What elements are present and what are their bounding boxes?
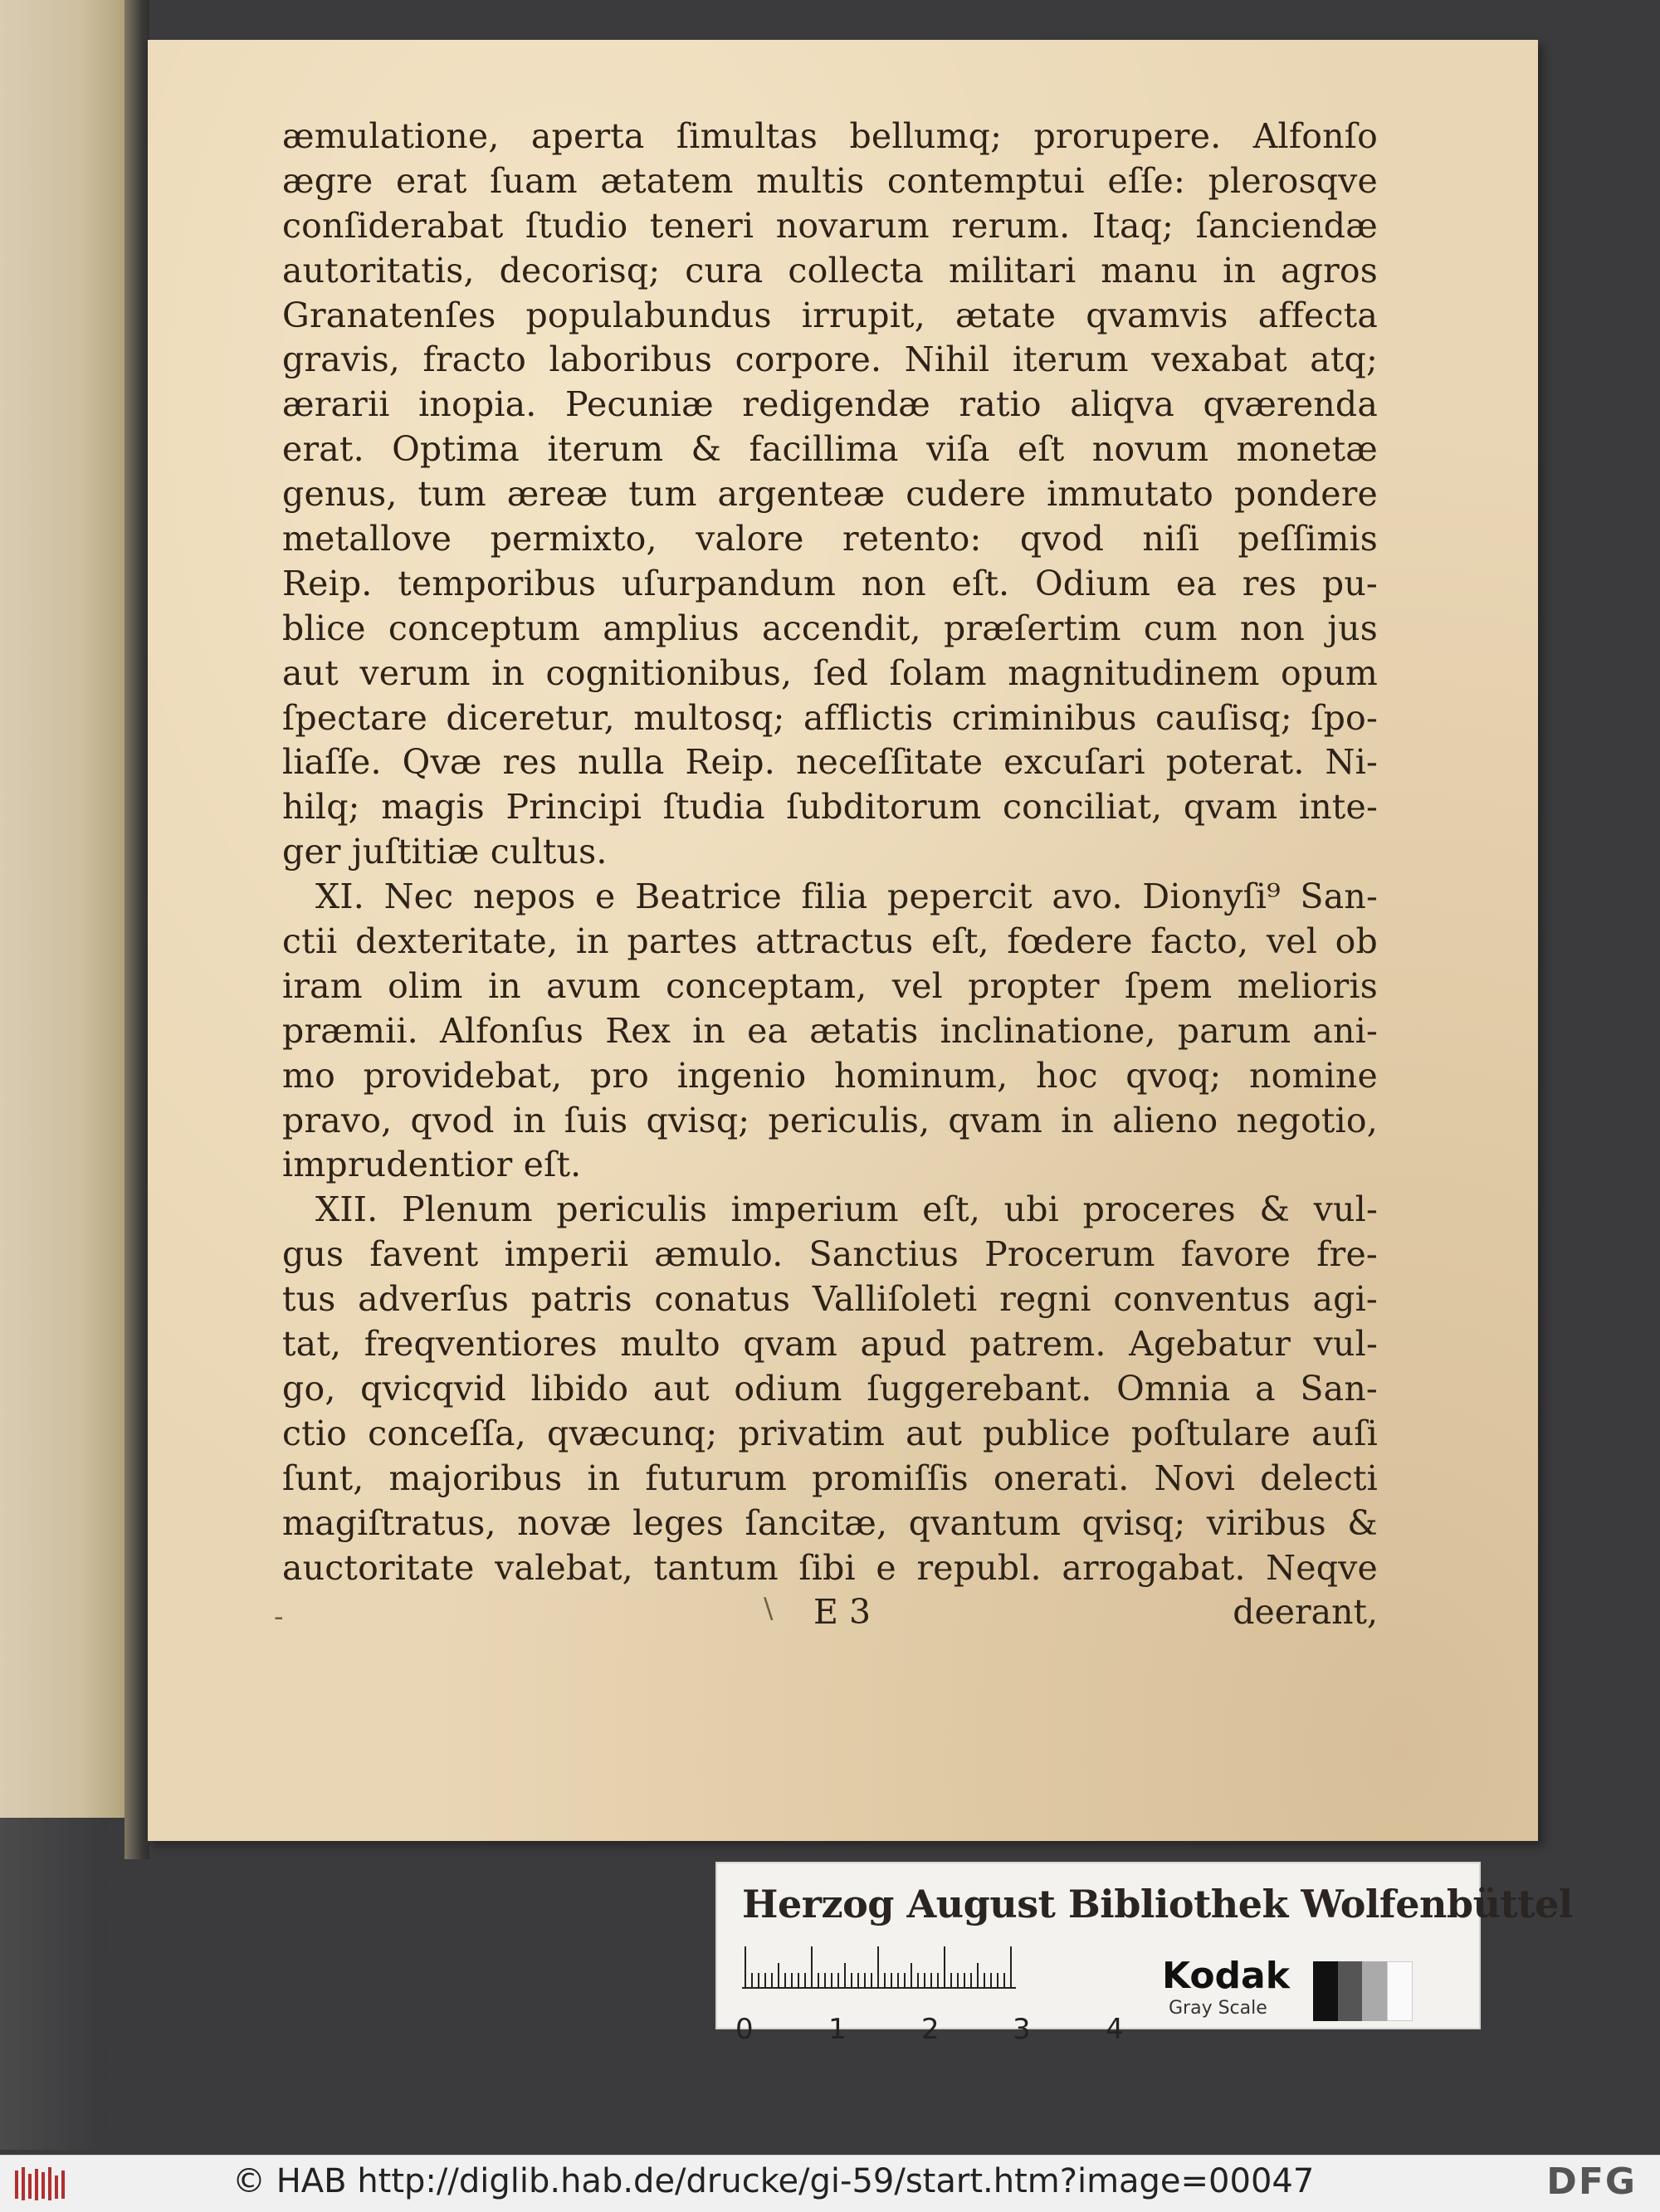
- text-line: autoritatis, decorisq; cura collecta militari manu in agros: [282, 250, 1378, 291]
- ruler-number: 1: [828, 2013, 847, 2046]
- gray-patches: [1313, 1961, 1413, 2021]
- text-line: pravo, qvod in ſuis qvisq; periculis, qvam in alieno negotio,: [282, 1100, 1378, 1140]
- signature-mark: E 3: [813, 1592, 872, 1632]
- page-text: [282, 115, 1378, 1590]
- text-line: ærarii inopia. Pecuniæ redigendæ ratio aliqva qværenda: [282, 384, 1378, 425]
- text-line: iram olim in avum conceptam, vel propter ſpem melioris: [282, 965, 1378, 1006]
- ruler-number: 4: [1106, 2013, 1124, 2046]
- text-line: magiſtratus, novæ leges ſancitæ, qvantum qvisq; viribus &: [282, 1502, 1378, 1543]
- text-line: auctoritate valebat, tantum ſibi e republ. arrogabat. Neqve: [282, 1547, 1378, 1588]
- color-reference-strip: [715, 1862, 1573, 2046]
- footer-bar: [0, 2155, 1660, 2212]
- copyright-url[interactable]: © HAB http://diglib.hab.de/drucke/gi-59/start.htm?image=00047: [232, 2162, 1315, 2200]
- book-gutter: [124, 0, 149, 1859]
- text-line: Granatenſes populabundus irrupit, ætate qvamvis affecta: [282, 295, 1378, 335]
- text-line: Reip. temporibus uſurpandum non eſt. Odium ea res pu-: [282, 563, 1378, 603]
- text-line: ctii dexteritate, in partes attractus eſt, fœdere facto, vel ob: [282, 921, 1378, 962]
- text-line: erat. Optima iterum & facillima viſa eſt novum monetæ: [282, 429, 1378, 470]
- text-line: go, qvicqvid libido aut odium ſuggerebant. Omnia a San-: [282, 1368, 1378, 1409]
- catchword: deerant,: [1233, 1592, 1378, 1632]
- library-name: Herzog August Bibliothek Wolfenbüttel: [742, 1882, 1573, 1926]
- ruler-number: 3: [1013, 2013, 1031, 2046]
- text-line: gus favent imperii æmulo. Sanctius Procerum favore fre-: [282, 1234, 1378, 1275]
- text-line: mo providebat, pro ingenio hominum, hoc qvoq; nomine: [282, 1055, 1378, 1096]
- text-line: aut verum in cognitionibus, ſed ſolam magnitudinem opum: [282, 652, 1378, 693]
- text-line: æmulatione, aperta ſimultas bellumq; prorupere. Alfonſo: [282, 116, 1378, 156]
- text-line: imprudentior eſt.: [282, 1145, 582, 1185]
- book-page: [148, 40, 1538, 1841]
- text-line: conſiderabat ſtudio teneri novarum rerum. Itaq; ſanciendæ: [282, 205, 1378, 246]
- text-line: tus adverſus patris conatus Valliſoleti regni conventus agi-: [282, 1279, 1378, 1320]
- text-line: XI. Nec nepos e Beatrice filia pepercit avo. Dionyſi⁹ San-: [315, 876, 1378, 917]
- text-line: metallove permixto, valore retento: qvod niſi peſſimis: [282, 519, 1378, 559]
- page-footer-line: - \ E 3 deerant,: [274, 1592, 1378, 1633]
- text-line: blice conceptum amplius accendit, præſertim cum non jus: [282, 608, 1378, 648]
- ruler-scale: [742, 1946, 1016, 1992]
- text-line: ægre erat ſuam ætatem multis contemptui eſſe: plerosqve: [282, 160, 1378, 201]
- gray-scale-label: Gray Scale: [1169, 1998, 1267, 2019]
- text-line: gravis, fracto laboribus corpore. Nihil iterum vexabat atq;: [282, 339, 1378, 380]
- text-line: genus, tum æreæ tum argenteæ cudere immutato pondere: [282, 474, 1378, 515]
- text-line: ſpectare diceretur, multosq; afflictis criminibus cauſisq; ſpo-: [282, 697, 1378, 738]
- text-line: XII. Plenum periculis imperium eſt, ubi proceres & vul-: [315, 1189, 1378, 1230]
- text-line: hilq; magis Principi ſtudia ſubditorum conciliat, qvam inte-: [282, 787, 1378, 828]
- ruler-number: 0: [735, 2013, 754, 2046]
- scan-background: [0, 1818, 108, 2150]
- barcode-logo-icon: [13, 2166, 68, 2202]
- ruler-number: 2: [921, 2013, 940, 2046]
- text-line: tat, freqventiores multo qvam apud patrem. Agebatur vul-: [282, 1324, 1378, 1365]
- kodak-logo: Kodak: [1162, 1955, 1290, 1997]
- text-line: ger juſtitiæ cultus.: [282, 832, 608, 872]
- text-line: præmii. Alfonſus Rex in ea ætatis inclinatione, parum ani-: [282, 1010, 1378, 1051]
- text-line: ctio conceſſa, qvæcunq; privatim aut publice poſtulare auſi: [282, 1413, 1378, 1453]
- text-line: liaſſe. Qvæ res nulla Reip. neceſſitate excuſari poterat. Ni-: [282, 742, 1378, 783]
- dfg-logo: DFG: [1546, 2161, 1637, 2203]
- text-line: ſunt, majoribus in futurum promiſſis onerati. Novi delecti: [282, 1458, 1378, 1498]
